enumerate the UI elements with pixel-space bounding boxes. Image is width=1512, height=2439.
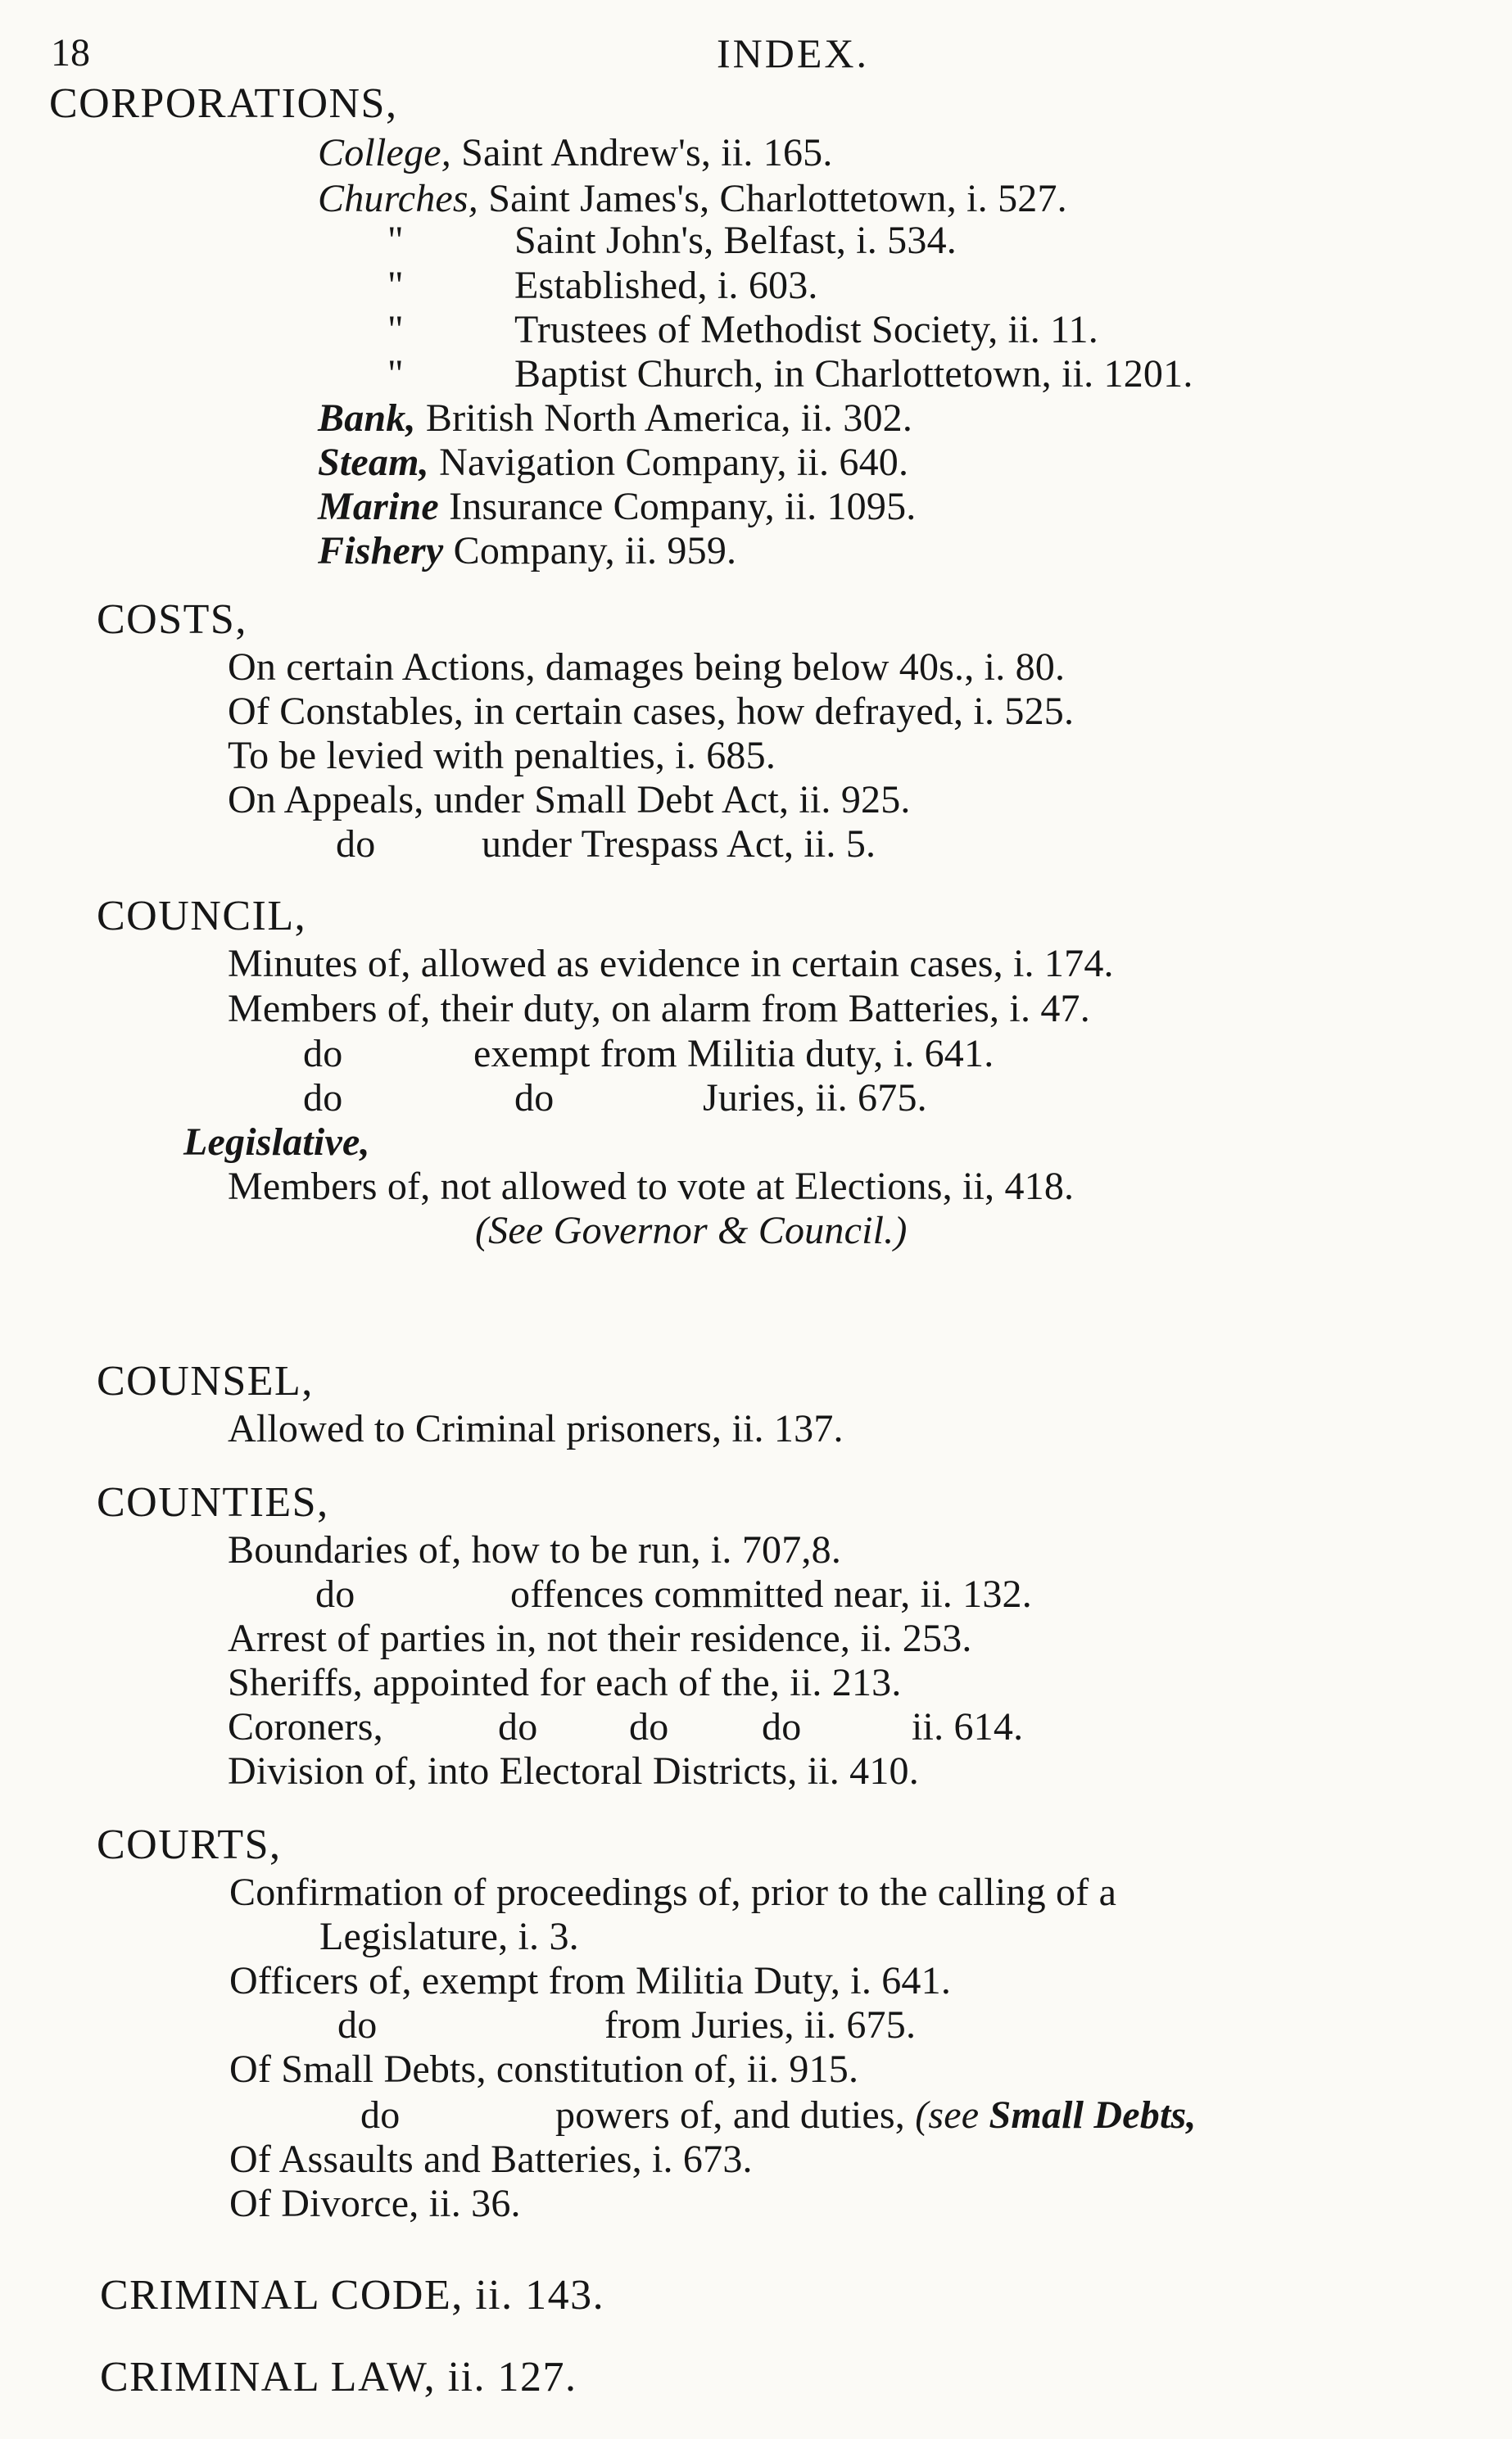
subentry: On certain Actions, damages being below 40s., i. 80. [228,645,1066,689]
reference: ii. 614. [912,1705,1024,1749]
heading-counties: COUNTIES, [97,1479,329,1526]
ditto-do: do [762,1705,802,1749]
subentry-church: Saint John's, Belfast, i. 534. [514,219,957,262]
label-bank: Bank, [318,396,416,440]
subentry: Members of, not allowed to vote at Elections, ii, 418. [228,1165,1075,1208]
subentry-text: powers of, and duties, [555,2093,905,2137]
subentry: To be levied with penalties, i. 685. [228,734,776,777]
subentry: Division of, into Electoral Districts, ii. 410. [228,1749,919,1793]
subentry: Confirmation of proceedings of, prior to the calling of a [229,1871,1117,1914]
subentry: Of Assaults and Batteries, i. 673. [229,2138,753,2181]
subentry-marine [318,485,916,529]
subentry-label: Coroners, [228,1705,383,1749]
ditto-do: do [315,1572,355,1616]
subentry-church: Trustees of Methodist Society, ii. 11. [514,308,1098,351]
ditto-mark: " [387,264,404,307]
text-fishery: Company, ii. 959. [453,529,737,572]
entry-criminal-law: CRIMINAL LAW, ii. 127. [100,2354,577,2401]
label-steam: Steam, [318,441,429,484]
page-number: 18 [51,31,90,75]
heading-courts: COURTS, [97,1821,282,1868]
heading-costs: COSTS, [97,596,247,643]
subentry-churches [318,177,1067,221]
subentry-steam [318,441,908,485]
cross-reference-see: (see [915,2093,980,2137]
subentry-college [318,131,833,175]
label-college: College, [318,131,451,174]
heading-council: COUNCIL, [97,893,307,939]
ditto-do: do [303,1076,343,1120]
subentry: from Juries, ii. 675. [604,2003,917,2047]
cross-reference: (See Governor & Council.) [475,1209,908,1252]
subentry-church: Baptist Church, in Charlottetown, ii. 1201. [514,352,1193,396]
heading-corporations: CORPORATIONS, [49,80,398,127]
running-head: INDEX. [717,30,870,76]
text-marine: Insurance Company, ii. 1095. [449,485,917,528]
subentry: Sheriffs, appointed for each of the, ii. 213. [228,1661,902,1704]
ditto-do: do [303,1032,343,1075]
ditto-mark: " [387,352,404,396]
entry-criminal-code: CRIMINAL CODE, ii. 143. [100,2272,605,2319]
ditto-mark: " [387,308,404,351]
subentry: Minutes of, allowed as evidence in certain cases, i. 174. [228,942,1114,985]
label-marine: Marine [318,485,439,528]
ditto-do: do [360,2093,401,2137]
label-fishery: Fishery [318,529,444,572]
subentry: Of Divorce, ii. 36. [229,2182,521,2225]
subentry-continuation: Legislature, i. 3. [319,1915,579,1958]
ditto-mark: " [387,219,404,262]
subentry: under Trespass Act, ii. 5. [482,822,876,866]
cross-reference-target: Small Debts, [989,2093,1197,2137]
subentry: Of Constables, in certain cases, how defrayed, i. 525. [228,690,1075,733]
text-college: Saint Andrew's, ii. 165. [461,131,833,174]
subentry [555,2093,1197,2138]
subentry: Officers of, exempt from Militia Duty, i. 641. [229,1959,952,2002]
subentry: Allowed to Criminal prisoners, ii. 137. [228,1407,844,1450]
ditto-do: do [629,1705,669,1749]
subentry: Boundaries of, how to be run, i. 707,8. [228,1528,842,1572]
label-churches: Churches, [318,177,479,220]
subheading-legislative: Legislative, [183,1120,370,1164]
subentry: On Appeals, under Small Debt Act, ii. 925. [228,778,911,821]
subentry-fishery [318,529,736,573]
subentry: Juries, ii. 675. [703,1076,927,1120]
subentry: offences committed near, ii. 132. [510,1572,1032,1616]
ditto-do: do [336,822,376,866]
subentry: Members of, their duty, on alarm from Batteries, i. 47. [228,987,1090,1030]
ditto-do: do [514,1076,555,1120]
subentry: exempt from Militia duty, i. 641. [473,1032,994,1075]
subentry-church: Established, i. 603. [514,264,818,307]
subentry-bank [318,396,912,441]
heading-counsel: COUNSEL, [97,1358,314,1405]
subentry: Arrest of parties in, not their residence, ii. 253. [228,1617,972,1660]
ditto-do: do [498,1705,538,1749]
ditto-do: do [337,2003,378,2047]
text-churches: Saint James's, Charlottetown, i. 527. [488,177,1067,220]
subentry: Of Small Debts, constitution of, ii. 915. [229,2048,859,2091]
text-bank: British North America, ii. 302. [425,396,913,440]
text-steam: Navigation Company, ii. 640. [439,441,909,484]
